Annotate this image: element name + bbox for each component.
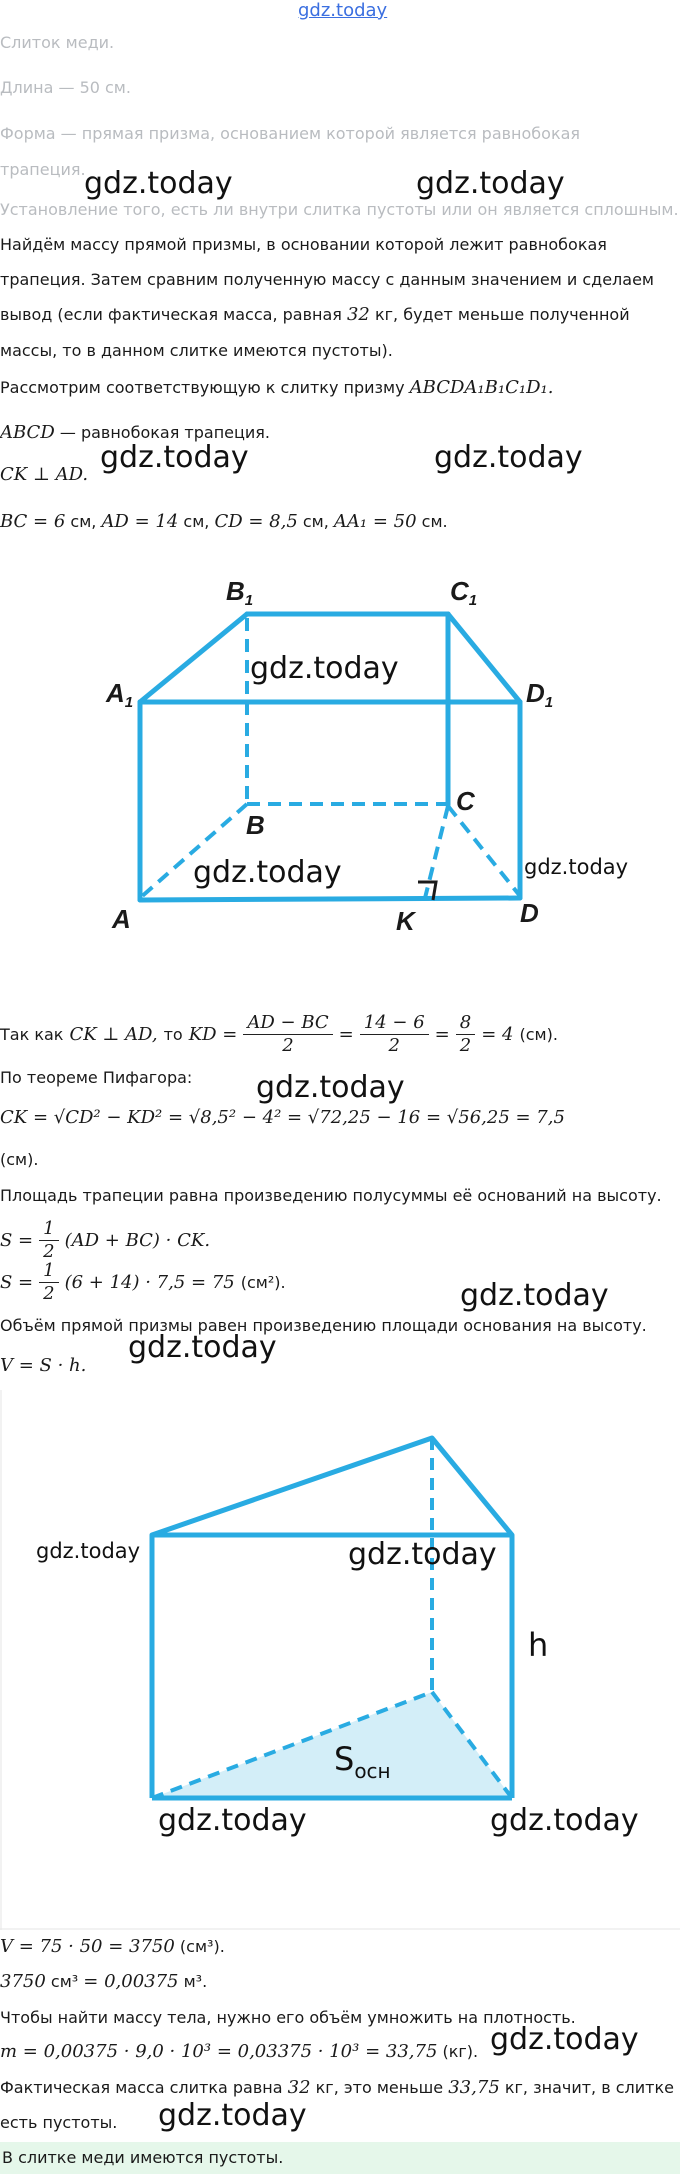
volume-rule: Объём прямой призмы равен произведению площади основания на высоту. [0,1316,647,1335]
trapezoid-text: — равнобокая трапеция. [54,423,270,442]
conclusion-line-2: есть пустоты. [0,2113,118,2132]
watermark: gdz.today [128,1330,277,1365]
unit: м³. [178,1972,208,1991]
prism-name: ABCDA₁B₁C₁D₁. [409,377,554,398]
ck-line [0,1108,565,1128]
fraction: $\frac{14 - 6}{2}$ [360,1012,429,1057]
edge-ad [140,898,520,900]
watermark: gdz.today [158,1803,307,1838]
watermark: gdz.today [434,440,583,475]
kd-formula: KD = [188,1023,238,1045]
area-rule: Площадь трапеции равна произведению полусуммы её оснований на высоту. [0,1186,662,1205]
plan-number: 32 [346,304,370,325]
prism-line [0,378,553,398]
watermark: gdz.today [416,166,565,201]
watermark: gdz.today [490,1803,639,1838]
text: кг, это меньше [310,2078,449,2097]
vertex-c: C [456,786,475,816]
kd-result: = 4 [481,1023,514,1045]
edge-c1d1 [448,614,520,702]
s-formula: (AD + BC) · CK. [64,1229,211,1251]
v-conv: = 0,00375 [83,1971,179,1992]
unit: (см²). [240,1272,286,1292]
plan-line-1: Найдём массу прямой призмы, в основании которой лежит равнобокая [0,235,607,254]
top-face [152,1438,512,1535]
vertex-a1: A1 [106,678,134,711]
answer-text: В слитке меди имеются пустоты. [2,2148,284,2167]
vertex-k: K [396,906,415,936]
perp-formula: CK ⊥ AD. [0,464,89,485]
s-formula: S = [0,1229,34,1251]
unit: см, [178,512,215,531]
pythagoras-label: По теореме Пифагора: [0,1068,193,1087]
vertex-d1: D1 [526,678,554,711]
kd-formula: CK ⊥ AD, [69,1023,158,1045]
v-calc: V = 75 · 50 = 3750 [0,1936,175,1957]
task-text: Установление того, есть ли внутри слитка пустоты или он является сплошным. [0,200,679,219]
mass-rule: Чтобы найти массу тела, нужно его объём умножить на плотность. [0,2008,576,2027]
trapezoid-name: ABCD [0,422,55,443]
text: кг, значит, в слитке [499,2078,674,2097]
unit: см³ [45,1972,84,1991]
fraction: $\frac{8}{2}$ [456,1012,475,1057]
mass-calc [0,2042,478,2062]
watermark: gdz.today [256,1070,405,1105]
unit: см, [297,512,334,531]
bc-value: BC = 6 [0,511,66,532]
fraction: $\frac{1}{2}$ [39,1218,58,1263]
volume-calc [0,1937,225,1957]
text: Фактическая масса слитка равна [0,2078,288,2097]
height-label: h [528,1626,549,1664]
vertex-a: A [112,904,131,934]
unit: (кг). [437,2042,479,2061]
ck-formula: CK = √CD² − KD² = √8,5² − 4² = √72,25 − 16 = √56,25 = 7,5 [0,1107,565,1128]
watermark: gdz.today [460,1278,609,1313]
ck-unit: (см). [0,1150,39,1169]
kd-text: Так как [0,1024,64,1044]
plan-text: вывод (если фактическая масса, равная [0,305,347,324]
given-shape-1: Форма — прямая призма, основанием которой является равнобокая [0,124,581,143]
vertex-c1: C1 [450,576,478,609]
perp-line [0,465,88,485]
number: 32 [287,2077,311,2098]
base-area-label: $S_{осн}$ [334,1740,391,1783]
prism-text: Рассмотрим соответствующую к слитку призму [0,378,410,397]
equals: = [338,1023,354,1045]
volume-formula [0,1356,86,1376]
unit: (см³). [174,1937,225,1956]
given-material: Слиток меди. [0,33,115,52]
unit: см. [416,512,448,531]
s-formula: S = [0,1271,34,1293]
m-calc: m = 0,00375 · 9,0 · 10³ = 0,03375 · 10³ = 33,75 [0,2041,438,2062]
equals: = [434,1023,450,1045]
watermark: gdz.today [84,166,233,201]
area-calc [0,1260,286,1305]
triangular-prism-figure [0,1390,680,1930]
vertex-b1: B1 [226,576,254,609]
conclusion-line-1 [0,2078,674,2098]
given-length: Длина — 50 см. [0,78,131,97]
watermark: gdz.today [158,2098,307,2133]
watermark: gdz.today [250,651,399,686]
vertex-b: B [246,810,265,840]
plan-line-3 [0,305,630,325]
number: 33,75 [448,2077,500,2098]
prism-figure [0,560,680,960]
edge-cd-hidden [448,806,520,896]
answer-box [0,2142,680,2174]
watermark: gdz.today [100,440,249,475]
v-formula: V = S · h. [0,1355,87,1376]
plan-line-4: массы, то в данном слитке имеются пустоты). [0,341,393,360]
kd-text: то [163,1024,183,1044]
fraction: $\frac{AD - BC}{2}$ [243,1012,332,1057]
unit: (см). [519,1024,558,1044]
edge-b1a1 [140,614,247,702]
given-shape-2: трапеция. [0,160,86,179]
plan-text: кг, будет меньше полученной [369,305,630,324]
watermark: gdz.today [348,1537,497,1572]
vertex-d: D [520,898,539,928]
top-watermark[interactable]: gdz.today [298,0,388,21]
watermark: gdz.today [490,2022,639,2057]
given-values-line [0,512,448,532]
kd-line [0,1012,558,1057]
unit: см, [65,512,102,531]
s-calc: (6 + 14) · 7,5 = 75 [64,1271,235,1293]
area-formula [0,1218,210,1263]
watermark: gdz.today [524,855,629,879]
ad-value: AD = 14 [101,511,179,532]
v-conv: 3750 [0,1971,46,1992]
plan-line-2: трапеция. Затем сравним полученную массу с данным значением и сделаем [0,270,654,289]
watermark: gdz.today [36,1539,141,1563]
cd-value: CD = 8,5 [214,511,298,532]
aa1-value: AA₁ = 50 [333,511,417,532]
volume-conversion [0,1972,207,1992]
watermark: gdz.today [193,855,342,890]
fraction: $\frac{1}{2}$ [39,1260,58,1305]
base-fill [152,1692,512,1798]
